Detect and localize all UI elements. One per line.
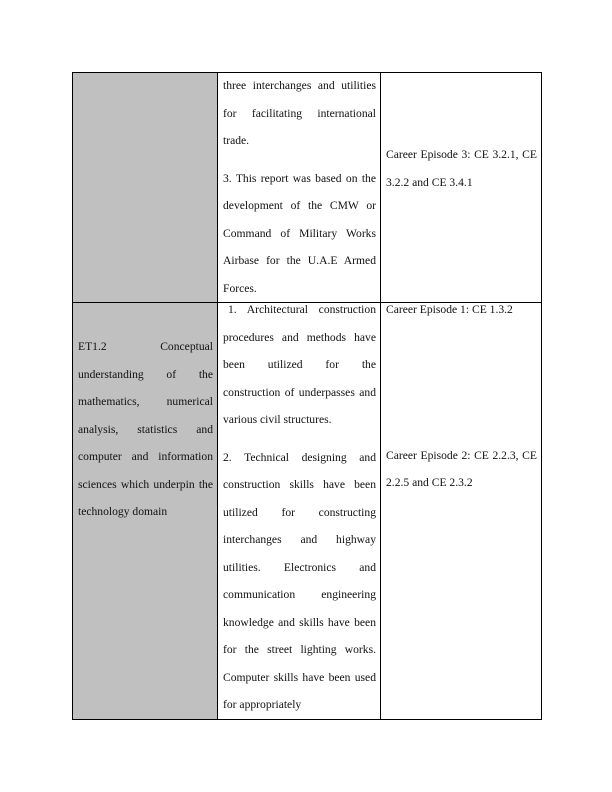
career-episode-reference: Career Episode 3: CE 3.2.1, CE 3.2.2 and CE 3.4.1 [386,148,537,189]
competency-cell-empty [73,73,218,303]
career-episode-reference: Career Episode 1: CE 1.3.2 [386,303,513,316]
table-row [73,303,542,720]
competency-cell [73,303,218,720]
evidence-paragraph: 1. Architectural construction procedures and methods have been utilized for the construction of underpasses and various civil structures. [223,303,376,426]
career-episode-reference: Career Episode 2: CE 2.2.3, CE 2.2.5 and CE 2.3.2 [386,448,537,489]
competency-element-text: ET1.2 Conceptual understanding of the mathematics, numerical analysis, statistics and computer and information sciences which underpin the technology domain [78,340,213,518]
career-episode-cell [381,73,542,303]
evidence-cell [218,73,381,303]
evidence-paragraph: 2. Technical designing and construction skills have been utilized for constructing interchanges and highway utilities. Electronics and communication engineering knowledge and skills have been for the street lighting works. Computer skills have been used for appropriately [223,450,376,711]
table-row [73,73,542,303]
evidence-paragraph: 3. This report was based on the development of the CMW or Command of Military Works Airbase for the U.A.E Armed Forces. [223,171,376,295]
evidence-cell [218,303,381,720]
evidence-paragraph: three interchanges and utilities for facilitating international trade. [223,79,376,147]
career-episode-cell [381,303,542,720]
competency-table [72,72,542,720]
